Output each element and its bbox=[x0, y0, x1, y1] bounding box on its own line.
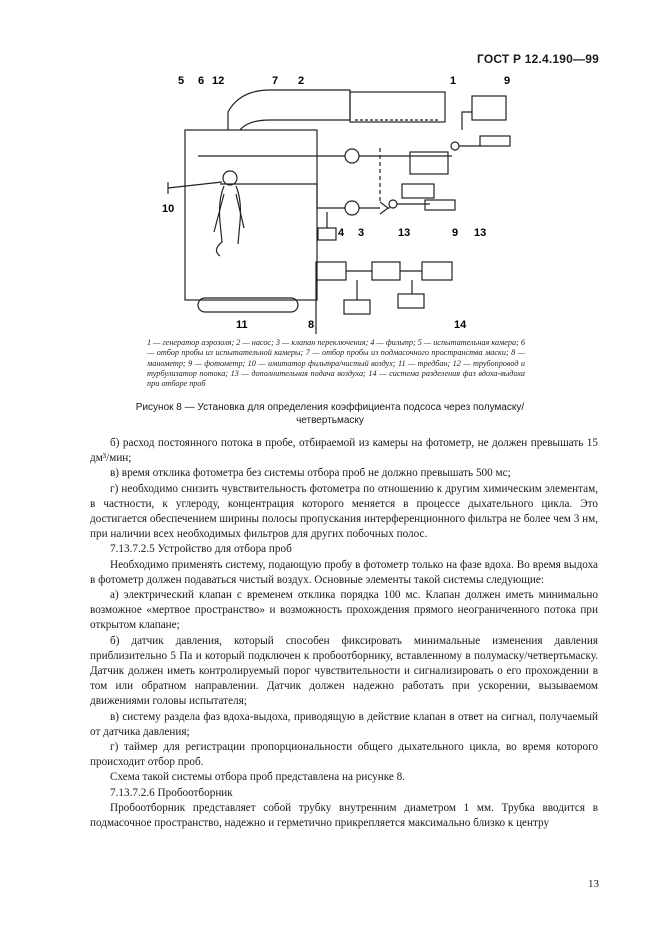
callout-8: 8 bbox=[308, 319, 315, 331]
document-header: ГОСТ Р 12.4.190—99 bbox=[476, 52, 599, 66]
callout-5: 5 bbox=[178, 75, 185, 87]
paragraph: Необходимо применять систему, подающую пробу в фотометр только на фазе вдоха. Во время выдоха в фотометр должен подаваться чистый воздух. Основные элементы такой системы следующие: bbox=[90, 558, 598, 586]
callout-4: 4 bbox=[338, 227, 345, 239]
figure-caption: Рисунок 8 — Установка для определения коэффициента подсоса через полумаску/четвертьмаску bbox=[135, 402, 525, 426]
page-number: 13 bbox=[588, 878, 599, 890]
paragraph: Пробоотборник представляет собой трубку внутренним диаметром 1 мм. Трубка вводится в подмасочное пространство, надежно и герметично прикрепляется максимально близко к центру bbox=[90, 801, 598, 830]
callout-14: 14 bbox=[454, 319, 467, 331]
callout-9: 9 bbox=[452, 227, 459, 239]
paragraph: Схема такой системы отбора проб представлена на рисунке 8. bbox=[110, 771, 406, 784]
callout-12: 12 bbox=[212, 75, 225, 87]
callout-11: 11 bbox=[236, 319, 248, 331]
callout-13-b: 13 bbox=[474, 227, 487, 239]
callout-10: 10 bbox=[162, 203, 175, 215]
paragraph: г) таймер для регистрации пропорциональности общего дыхательного цикла, во время которого происходит отбор проб. bbox=[90, 741, 598, 769]
callout-6: 6 bbox=[198, 75, 205, 87]
callout-13-a: 13 bbox=[398, 227, 411, 239]
paragraph: г) необходимо снизить чувствительность фотометра по отношению к другим химическим элементам, в частности, к углероду, концентрация которого меняется в процессе дыхательного цикла. Это достигается обеспечением ширины полосы пропускания интерференционного фильтра не более чем 3 нм, при наличии всех необходимых фильтров для других побочных полос. bbox=[90, 482, 598, 541]
paragraph: б) расход постоянного потока в пробе, отбираемой из камеры на фотометр, не должен превышать 15 дм³/мин; bbox=[90, 437, 598, 465]
paragraph: б) датчик давления, который способен фиксировать минимальные изменения давления приблизительно 5 Па и который подключен к пробоотборнику, вставленному в полумаску/четвертьмаску. Датчик должен иметь контролируемый порог чувствительности и сигнализировать о его прохождении в том или обратном направлении. Датчик должен надежно работать при ускорении, вызываемом движениями головы испытателя; bbox=[90, 634, 598, 708]
paragraph: а) электрический клапан с временем отклика порядка 100 мс. Клапан должен иметь минимально возможное «мертвое пространство» и возможность прохождения прямого неограниченного потока при открытом клапане; bbox=[90, 589, 598, 632]
section-heading: 7.13.7.2.5 Устройство для отбора проб bbox=[110, 543, 292, 556]
body-text bbox=[90, 436, 598, 831]
callout-3: 3 bbox=[358, 227, 365, 239]
paragraph: в) систему раздела фаз вдоха-выдоха, приводящую в действие клапан в ответ на сигнал, получаемый от датчика давления; bbox=[90, 710, 598, 738]
paragraph: в) время отклика фотометра без системы отбора проб не должно превышать 500 мс; bbox=[110, 467, 511, 480]
figure-legend: 1 — генератор аэрозоля; 2 — насос; 3 — клапан переключения; 4 — фильтр; 5 — испытательная камера; 6 — отбор пробы из испытательной камеры; 7 — отбор пробы из подмасочного пространства маски; 8 — манометр; 9 — фотометр; 10 — имитатор фильтра/чистый воздух; 11 — тредбан; 12 — трубопровод и турбулизатор потока; 13 — дополнительная подача воздуха; 14 — система разделения фаз вдоха-выдоха при отборе проб bbox=[147, 338, 525, 389]
section-heading: 7.13.7.2.6 Пробоотборник bbox=[110, 786, 233, 799]
callout-2: 2 bbox=[298, 75, 305, 87]
test-setup-diagram bbox=[140, 72, 520, 340]
callout-1: 1 bbox=[450, 75, 457, 87]
callout-9-top: 9 bbox=[504, 75, 511, 87]
callout-7: 7 bbox=[272, 75, 279, 87]
